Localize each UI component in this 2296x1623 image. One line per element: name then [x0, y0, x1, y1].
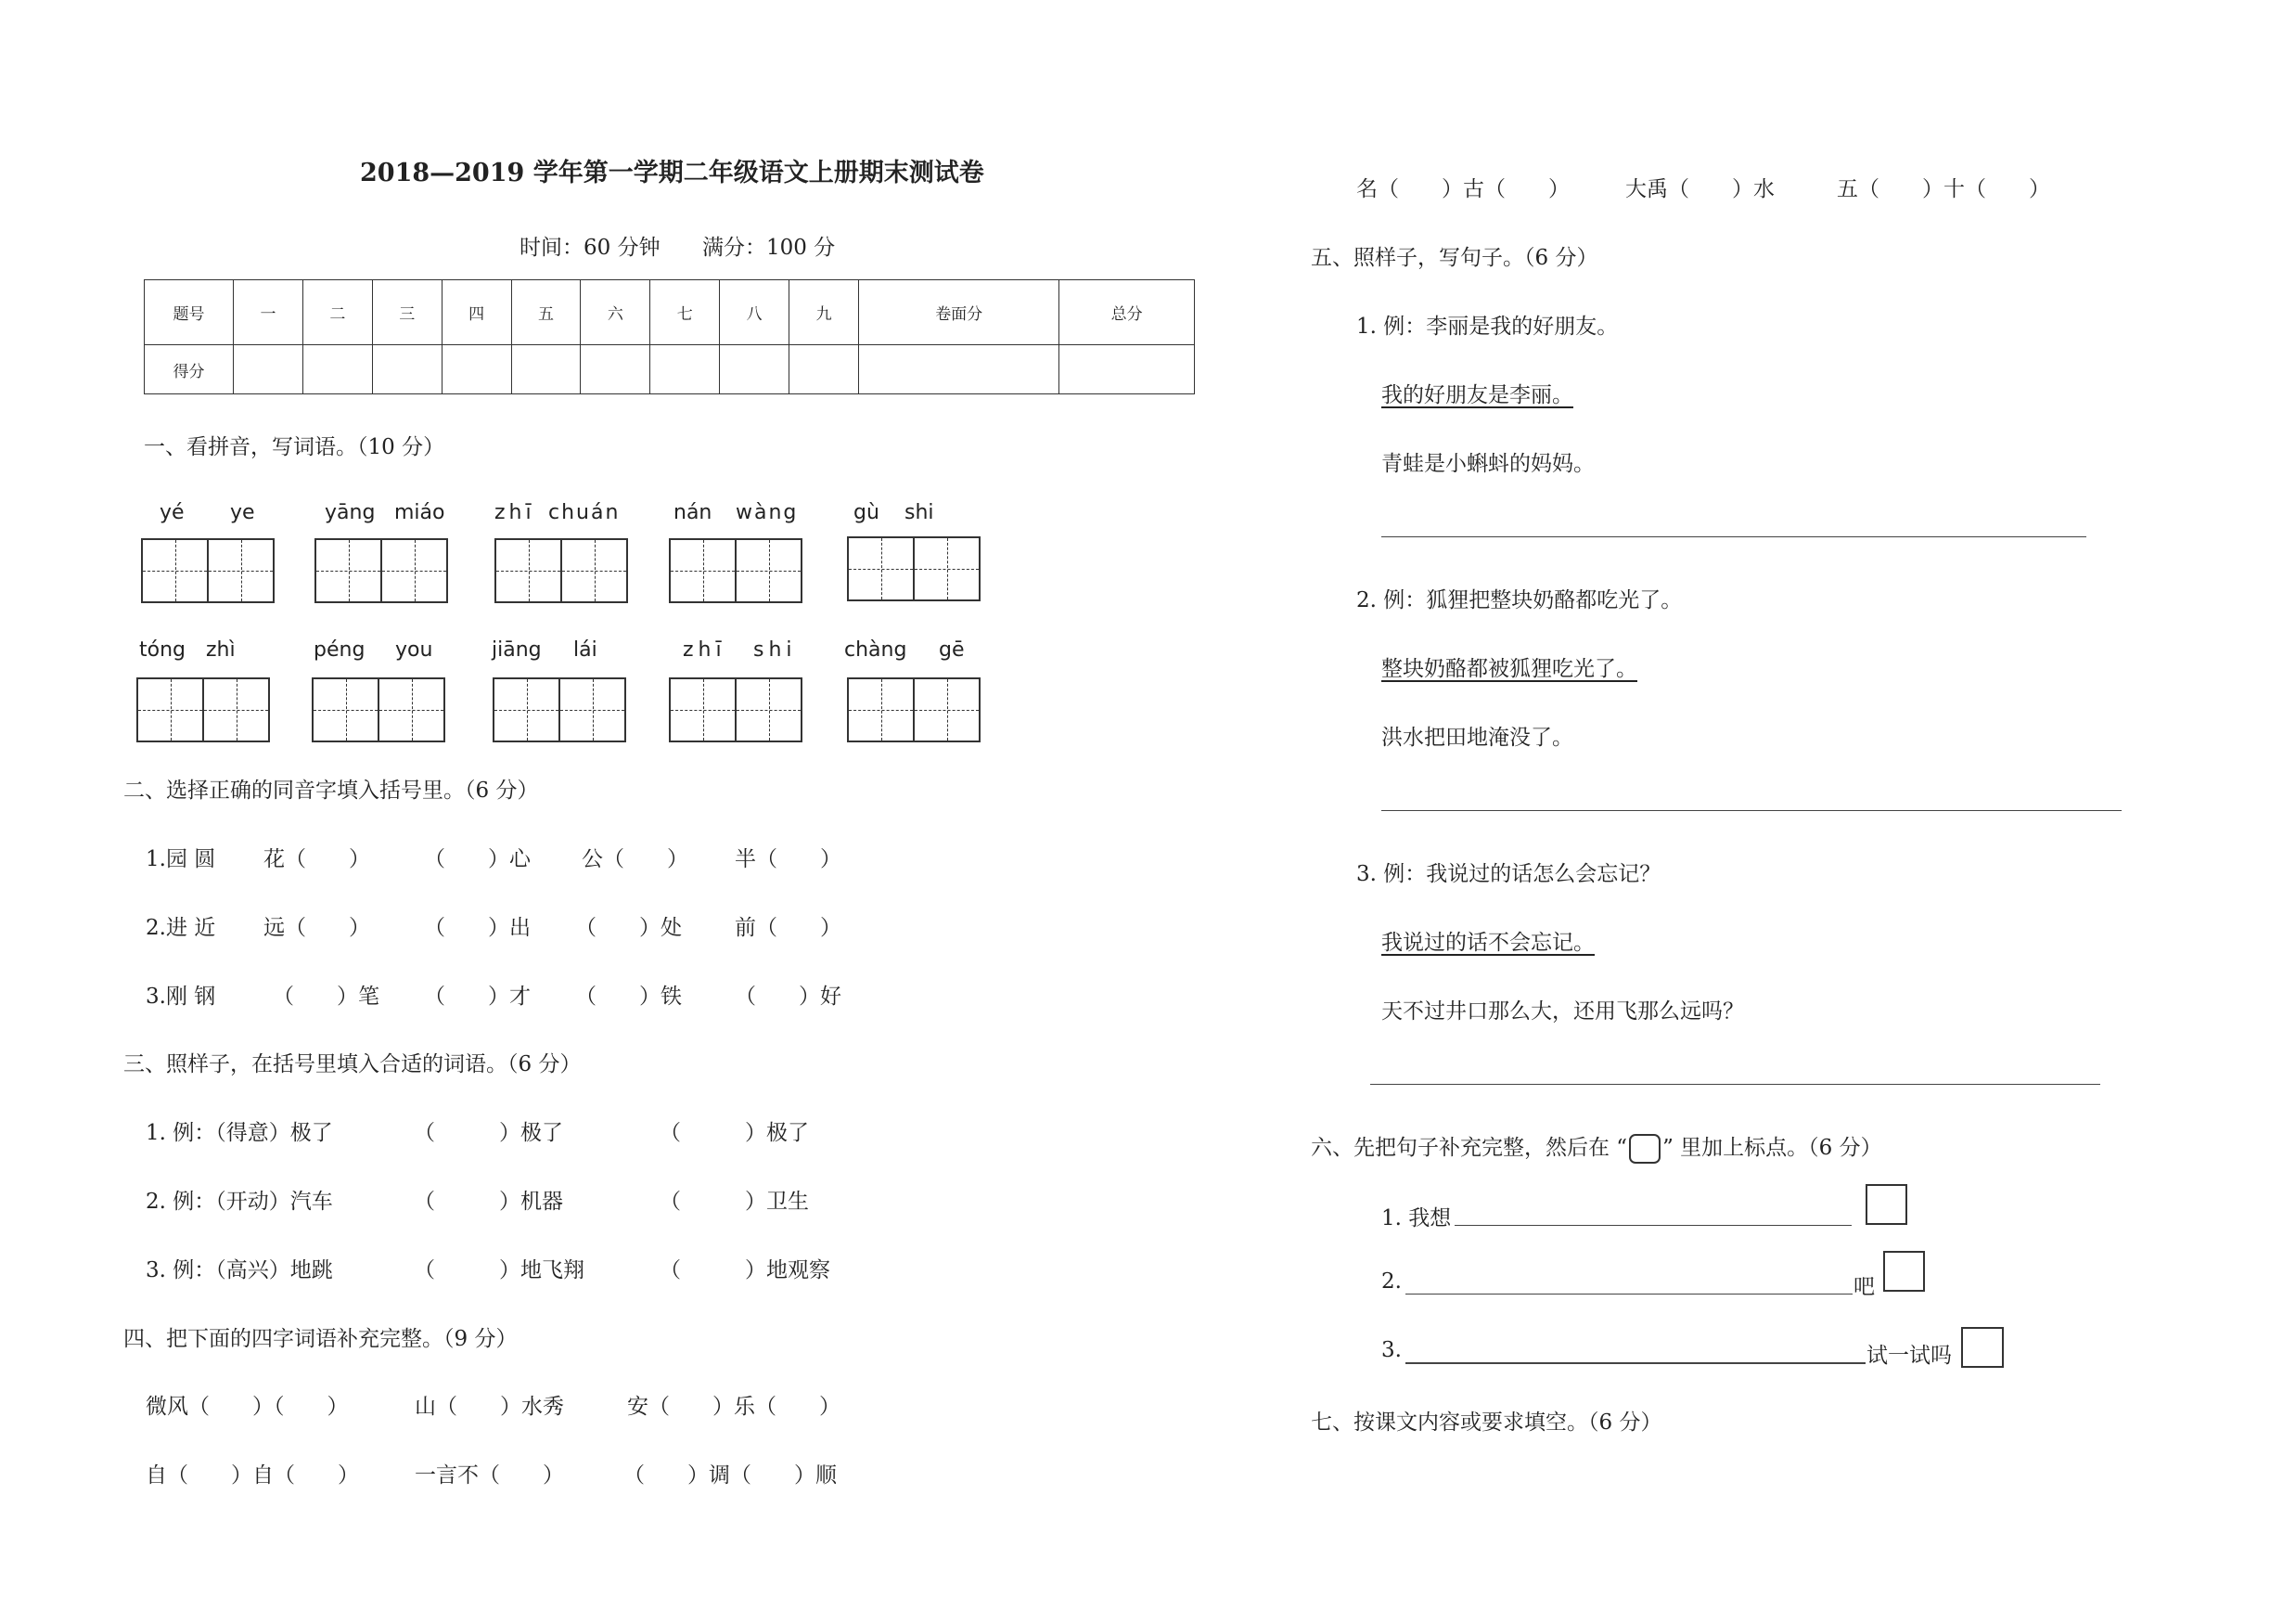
score-input-cell[interactable]: [720, 345, 789, 394]
answer-line[interactable]: [1405, 1294, 1853, 1295]
s2-blank[interactable]: （ ）出: [424, 916, 531, 940]
pinyin-label: lái: [573, 638, 597, 662]
s6-heading-start: 六、先把句子补充完整，然后在 “: [1311, 1136, 1628, 1160]
table-cell: 一: [234, 280, 303, 345]
s6-heading-end: ” 里加上标点。（6 分）: [1662, 1136, 1882, 1160]
s5-question: 青蛙是小蝌蚪的妈妈。: [1381, 452, 1595, 476]
s5-example-answer: 整块奶酪都被狐狸吃光了。: [1381, 657, 1637, 681]
score-input-cell[interactable]: [581, 345, 650, 394]
pinyin-label: shi: [904, 501, 934, 524]
s2-blank[interactable]: （ ）好: [735, 985, 841, 1009]
writing-grid[interactable]: [669, 538, 802, 603]
pinyin-label: yāng: [325, 501, 376, 524]
table-cell: 总分: [1059, 280, 1195, 345]
pinyin-label: shi: [753, 638, 797, 662]
punctuation-box-icon: [1629, 1134, 1661, 1164]
s5-example: 2. 例：狐狸把整块奶酪都吃光了。: [1356, 588, 1683, 612]
s4-idiom[interactable]: 名（ ）古（ ）: [1356, 177, 1570, 201]
section-5-heading: 五、照样子，写句子。（6 分）: [1311, 246, 1598, 270]
s2-blank[interactable]: 公（ ）: [582, 847, 688, 871]
s5-question: 天不过井口那么大，还用飞那么远吗？: [1381, 999, 1744, 1024]
table-cell: 五: [511, 280, 581, 345]
writing-grid[interactable]: [669, 677, 802, 742]
s4-idiom[interactable]: 山（ ）水秀: [415, 1395, 564, 1419]
s5-question: 洪水把田地淹没了。: [1381, 726, 1573, 750]
exam-full-score: 满分：100 分: [702, 236, 836, 260]
answer-line[interactable]: [1381, 536, 2086, 537]
s4-idiom[interactable]: （ ）调（ ）顺: [623, 1463, 837, 1488]
page-title: 2018—2019 学年第一学期二年级语文上册期末测试卷: [360, 159, 984, 187]
score-input-cell[interactable]: [234, 345, 303, 394]
writing-grid[interactable]: [494, 538, 628, 603]
s6-item-3-suffix: 试一试吗: [1866, 1344, 1952, 1368]
s6-item-2-suffix: 吧: [1853, 1275, 1875, 1299]
table-cell: 八: [720, 280, 789, 345]
s5-example: 3. 例：我说过的话怎么会忘记？: [1356, 862, 1661, 886]
pinyin-label: zhì: [206, 638, 236, 662]
s2-blank[interactable]: （ ）处: [575, 916, 682, 940]
s2-blank[interactable]: 远（ ）: [263, 916, 370, 940]
pinyin-label: tóng: [139, 638, 186, 662]
table-cell: 四: [442, 280, 511, 345]
table-cell: 二: [302, 280, 372, 345]
section-1-heading: 一、看拼音，写词语。（10 分）: [144, 435, 445, 459]
writing-grid[interactable]: [847, 536, 981, 601]
s5-example-answer: 我说过的话不会忘记。: [1381, 931, 1595, 955]
pinyin-label: zhī: [494, 501, 535, 524]
table-cell: 得分: [145, 345, 234, 394]
s5-example: 1. 例：李丽是我的好朋友。: [1356, 315, 1619, 339]
s3-example: 2. 例：（开动）汽车: [146, 1190, 333, 1214]
table-cell: 三: [372, 280, 442, 345]
pinyin-label: ye: [230, 501, 255, 524]
answer-line[interactable]: [1370, 1084, 2100, 1085]
writing-grid[interactable]: [312, 677, 445, 742]
pinyin-label: chuán: [548, 501, 621, 524]
s3-blank[interactable]: （ ）极了: [414, 1121, 563, 1145]
s2-blank[interactable]: 半（ ）: [735, 847, 841, 871]
score-input-cell[interactable]: [442, 345, 511, 394]
score-input-cell[interactable]: [1059, 345, 1195, 394]
s2-blank[interactable]: 前（ ）: [735, 916, 841, 940]
answer-line[interactable]: [1381, 810, 2122, 811]
score-table-header-row: [145, 280, 1195, 345]
s3-example: 1. 例：（得意）极了: [146, 1121, 333, 1145]
section-4-heading: 四、把下面的四字词语补充完整。（9 分）: [123, 1327, 518, 1351]
score-input-cell[interactable]: [650, 345, 720, 394]
pinyin-label: gù: [853, 501, 879, 524]
pinyin-label: you: [395, 638, 433, 662]
s4-idiom[interactable]: 一言不（ ）: [415, 1463, 564, 1488]
s4-idiom[interactable]: 安（ ）乐（ ）: [627, 1395, 840, 1419]
section-7-heading: 七、按课文内容或要求填空。（6 分）: [1311, 1410, 1662, 1435]
s3-blank[interactable]: （ ）机器: [414, 1190, 563, 1214]
s3-blank[interactable]: （ ）地观察: [660, 1258, 830, 1282]
score-table: [144, 279, 1195, 394]
s3-blank[interactable]: （ ）卫生: [660, 1190, 809, 1214]
table-cell: 七: [650, 280, 720, 345]
score-input-cell[interactable]: [372, 345, 442, 394]
s5-example-answer: 我的好朋友是李丽。: [1381, 383, 1573, 407]
writing-grid[interactable]: [314, 538, 448, 603]
score-input-cell[interactable]: [859, 345, 1059, 394]
s2-blank[interactable]: 花（ ）: [263, 847, 370, 871]
answer-line[interactable]: [1455, 1225, 1852, 1226]
s4-idiom[interactable]: 五（ ）十（ ）: [1837, 177, 2050, 201]
pinyin-label: nán: [673, 501, 712, 524]
s2-blank[interactable]: （ ）笔: [273, 985, 379, 1009]
section-2-heading: 二、选择正确的同音字填入括号里。（6 分）: [123, 779, 539, 803]
s3-blank[interactable]: （ ）极了: [660, 1121, 809, 1145]
pinyin-label: chàng: [844, 638, 907, 662]
s6-item-2-prefix: 2.: [1381, 1269, 1402, 1294]
pinyin-label: jiāng: [492, 638, 542, 662]
section-3-heading: 三、照样子，在括号里填入合适的词语。（6 分）: [123, 1052, 582, 1076]
table-cell: 题号: [145, 280, 234, 345]
s2-blank[interactable]: （ ）才: [424, 985, 531, 1009]
pinyin-label: gē: [939, 638, 965, 662]
s4-idiom[interactable]: 微风（ ）（ ）: [146, 1395, 349, 1419]
score-input-cell[interactable]: [302, 345, 372, 394]
exam-time: 时间：60 分钟: [519, 236, 661, 260]
punctuation-box[interactable]: [1883, 1251, 1925, 1292]
punctuation-box[interactable]: [1961, 1327, 2004, 1368]
pinyin-label: zhī: [683, 638, 726, 662]
s4-idiom[interactable]: 大禹（ ）水: [1625, 177, 1775, 201]
answer-line[interactable]: [1405, 1362, 1866, 1364]
s3-blank[interactable]: （ ）地飞翔: [414, 1258, 584, 1282]
table-cell: 卷面分: [859, 280, 1059, 345]
score-table-score-row: [145, 345, 1195, 394]
pinyin-label: wàng: [736, 501, 799, 524]
s4-idiom[interactable]: 自（ ）自（ ）: [146, 1463, 359, 1488]
s2-line-label: 3.刚 钢: [146, 985, 216, 1009]
s2-line-label: 1.园 圆: [146, 847, 216, 871]
s2-blank[interactable]: （ ）心: [424, 847, 531, 871]
writing-grid[interactable]: [847, 677, 981, 742]
score-input-cell[interactable]: [511, 345, 581, 394]
pinyin-label: yé: [160, 501, 185, 524]
s3-example: 3. 例：（高兴）地跳: [146, 1258, 333, 1282]
section-6-heading: [1311, 1130, 1882, 1164]
score-input-cell[interactable]: [789, 345, 859, 394]
writing-grid[interactable]: [141, 538, 275, 603]
pinyin-label: péng: [314, 638, 366, 662]
writing-grid[interactable]: [493, 677, 626, 742]
writing-grid[interactable]: [136, 677, 270, 742]
pinyin-label: miáo: [394, 501, 445, 524]
s2-line-label: 2.进 近: [146, 916, 216, 940]
s2-blank[interactable]: （ ）铁: [575, 985, 682, 1009]
s6-item-1-prefix: 1. 我想: [1381, 1206, 1452, 1230]
table-cell: 九: [789, 280, 859, 345]
s6-item-3-prefix: 3.: [1381, 1338, 1402, 1362]
table-cell: 六: [581, 280, 650, 345]
punctuation-box[interactable]: [1866, 1184, 1907, 1225]
